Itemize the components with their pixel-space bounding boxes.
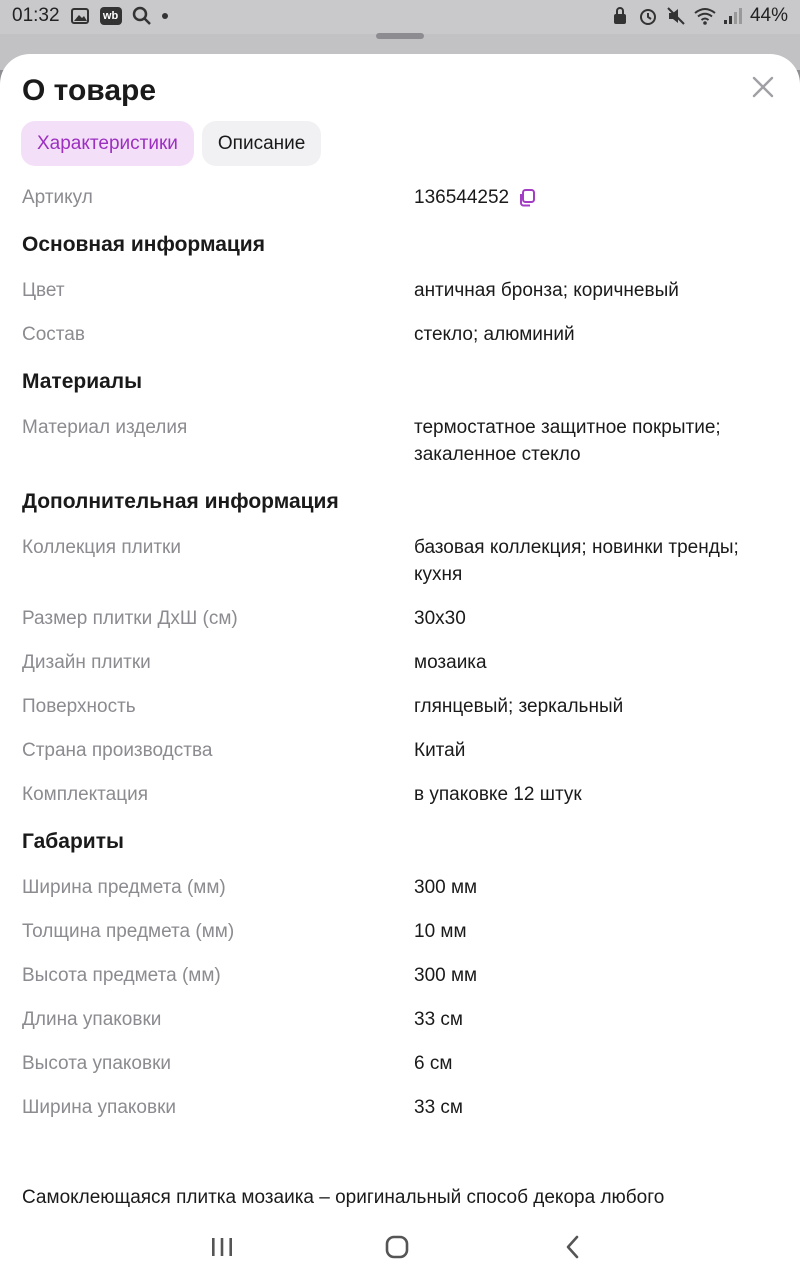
spec-label: Толщина предмета (мм)	[22, 921, 235, 942]
spec-label: Длина упаковки	[22, 1009, 162, 1030]
spec-value: 30x30	[414, 608, 466, 629]
spec-value: в упаковке 12 штук	[414, 784, 582, 805]
spec-row	[22, 414, 782, 468]
dot-icon	[162, 13, 168, 19]
status-bar-left	[12, 5, 168, 27]
section-title: Дополнительная информация	[22, 490, 339, 513]
article-row	[22, 184, 782, 211]
spec-row	[22, 534, 782, 588]
spec-value: мозаика	[414, 652, 487, 673]
spec-value: Китай	[414, 740, 466, 761]
spec-row	[22, 605, 782, 632]
spec-value: античная бронза; коричневый	[414, 280, 679, 301]
home-button[interactable]	[377, 1232, 417, 1262]
characteristics-list	[22, 184, 782, 1138]
spec-row	[22, 918, 782, 945]
spec-row	[22, 693, 782, 720]
back-icon	[563, 1234, 583, 1260]
signal-icon	[722, 6, 742, 26]
alarm-icon	[638, 6, 658, 26]
spec-row	[22, 737, 782, 764]
spec-label: Коллекция плитки	[22, 537, 181, 558]
spec-row	[22, 277, 782, 304]
spec-value: глянцевый; зеркальный	[414, 696, 624, 717]
sheet-title: О товаре	[22, 74, 157, 107]
spec-value: 6 см	[414, 1053, 453, 1074]
spec-value: стекло; алюминий	[414, 324, 575, 345]
image-icon	[70, 6, 90, 26]
section-title: Габариты	[22, 830, 124, 853]
spec-label: Ширина предмета (мм)	[22, 877, 226, 898]
copy-icon[interactable]	[517, 188, 537, 208]
article-label: Артикул	[22, 187, 93, 208]
spec-label: Высота упаковки	[22, 1053, 171, 1074]
status-bar	[0, 0, 800, 34]
section-title: Материалы	[22, 370, 143, 393]
spec-label: Ширина упаковки	[22, 1097, 177, 1118]
status-bar-right	[610, 5, 788, 27]
status-time: 01:32	[12, 5, 60, 26]
spec-value: термостатное защитное покрытие; закаленное стекло	[414, 417, 721, 465]
tab-description[interactable]: Описание	[202, 121, 321, 166]
article-number[interactable]: 136544252	[414, 187, 510, 208]
wb-app-icon: wb	[100, 7, 122, 25]
recent-apps-icon	[210, 1236, 234, 1258]
spec-row	[22, 781, 782, 808]
description-text: Самоклеющаяся плитка мозаика – оригинальный способ декора любого	[22, 1187, 665, 1208]
home-icon	[384, 1234, 410, 1260]
wifi-icon	[694, 6, 714, 26]
mute-icon	[666, 6, 686, 26]
spec-label: Состав	[22, 324, 85, 345]
spec-row	[22, 649, 782, 676]
spec-row	[22, 1050, 782, 1077]
tab-characteristics[interactable]: Характеристики	[21, 121, 194, 166]
spec-value: 10 мм	[414, 921, 467, 942]
spec-value: 33 см	[414, 1097, 463, 1118]
product-info-sheet	[0, 54, 800, 1280]
spec-value: базовая коллекция; новинки тренды; кухня	[414, 537, 739, 585]
lock-icon	[610, 6, 630, 26]
search-icon	[132, 6, 152, 26]
tabs	[21, 121, 321, 166]
sheet-drag-handle[interactable]	[376, 33, 424, 39]
system-nav-bar	[0, 1212, 800, 1280]
spec-row	[22, 874, 782, 901]
spec-value: 300 мм	[414, 965, 478, 986]
battery-level: 44%	[749, 5, 788, 26]
spec-label: Размер плитки ДхШ (см)	[22, 608, 238, 629]
section-title: Основная информация	[22, 233, 265, 256]
spec-label: Высота предмета (мм)	[22, 965, 221, 986]
spec-label: Дизайн плитки	[22, 652, 151, 673]
spec-value: 300 мм	[414, 877, 478, 898]
spec-row	[22, 1094, 782, 1121]
spec-label: Комплектация	[22, 784, 149, 805]
spec-label: Поверхность	[22, 696, 136, 717]
back-button[interactable]	[553, 1232, 593, 1262]
article-value-wrap[interactable]	[414, 184, 782, 211]
spec-label: Страна производства	[22, 740, 213, 761]
spec-row	[22, 962, 782, 989]
recent-apps-button[interactable]	[202, 1232, 242, 1262]
spec-label: Цвет	[22, 280, 65, 301]
spec-label: Материал изделия	[22, 417, 188, 438]
close-button[interactable]	[748, 72, 778, 102]
spec-row	[22, 321, 782, 348]
close-icon	[748, 72, 778, 102]
spec-row	[22, 1006, 782, 1033]
spec-value: 33 см	[414, 1009, 463, 1030]
